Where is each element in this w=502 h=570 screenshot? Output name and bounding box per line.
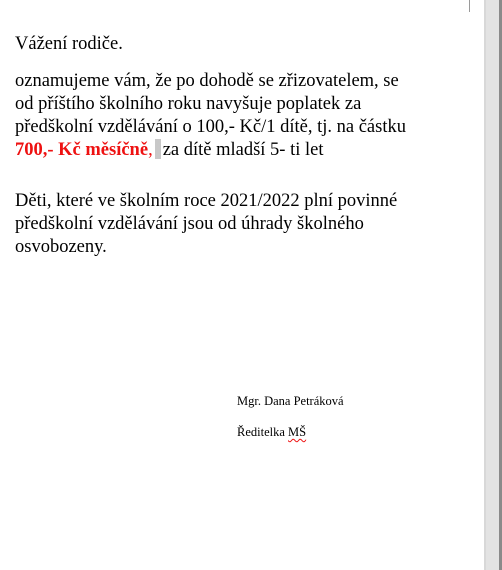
- signature-name: Mgr. Dana Petráková: [237, 394, 344, 408]
- monthly-fee-amount: 700,- Kč měsíčně: [15, 140, 149, 160]
- monthly-fee-comma: ,: [148, 140, 153, 160]
- announcement-paragraph: [15, 70, 455, 162]
- signature-title: [237, 424, 306, 440]
- age-condition-text: za dítě mladší 5- ti let: [162, 140, 324, 160]
- text-cursor-highlight: [155, 139, 161, 159]
- signature-title-abbreviation: MŠ: [288, 425, 307, 439]
- signature-title-word: Ředitelka: [237, 425, 285, 439]
- announcement-line-2: od příštího školního roku navyšuje poplatek za: [15, 94, 362, 114]
- announcement-line-1: oznamujeme vám, že po dohodě se zřizovatelem, se: [15, 71, 399, 91]
- page-corner-mark: [469, 0, 470, 12]
- announcement-line-3: předškolní vzdělávání o 100,- Kč/1 dítě, tj. na částku: [15, 117, 406, 137]
- greeting: Vážení rodiče.: [15, 34, 123, 54]
- exemption-paragraph: Děti, které ve školním roce 2021/2022 plní povinné předškolní vzdělávání jsou od úhrady školného osvobozeny.: [15, 191, 398, 257]
